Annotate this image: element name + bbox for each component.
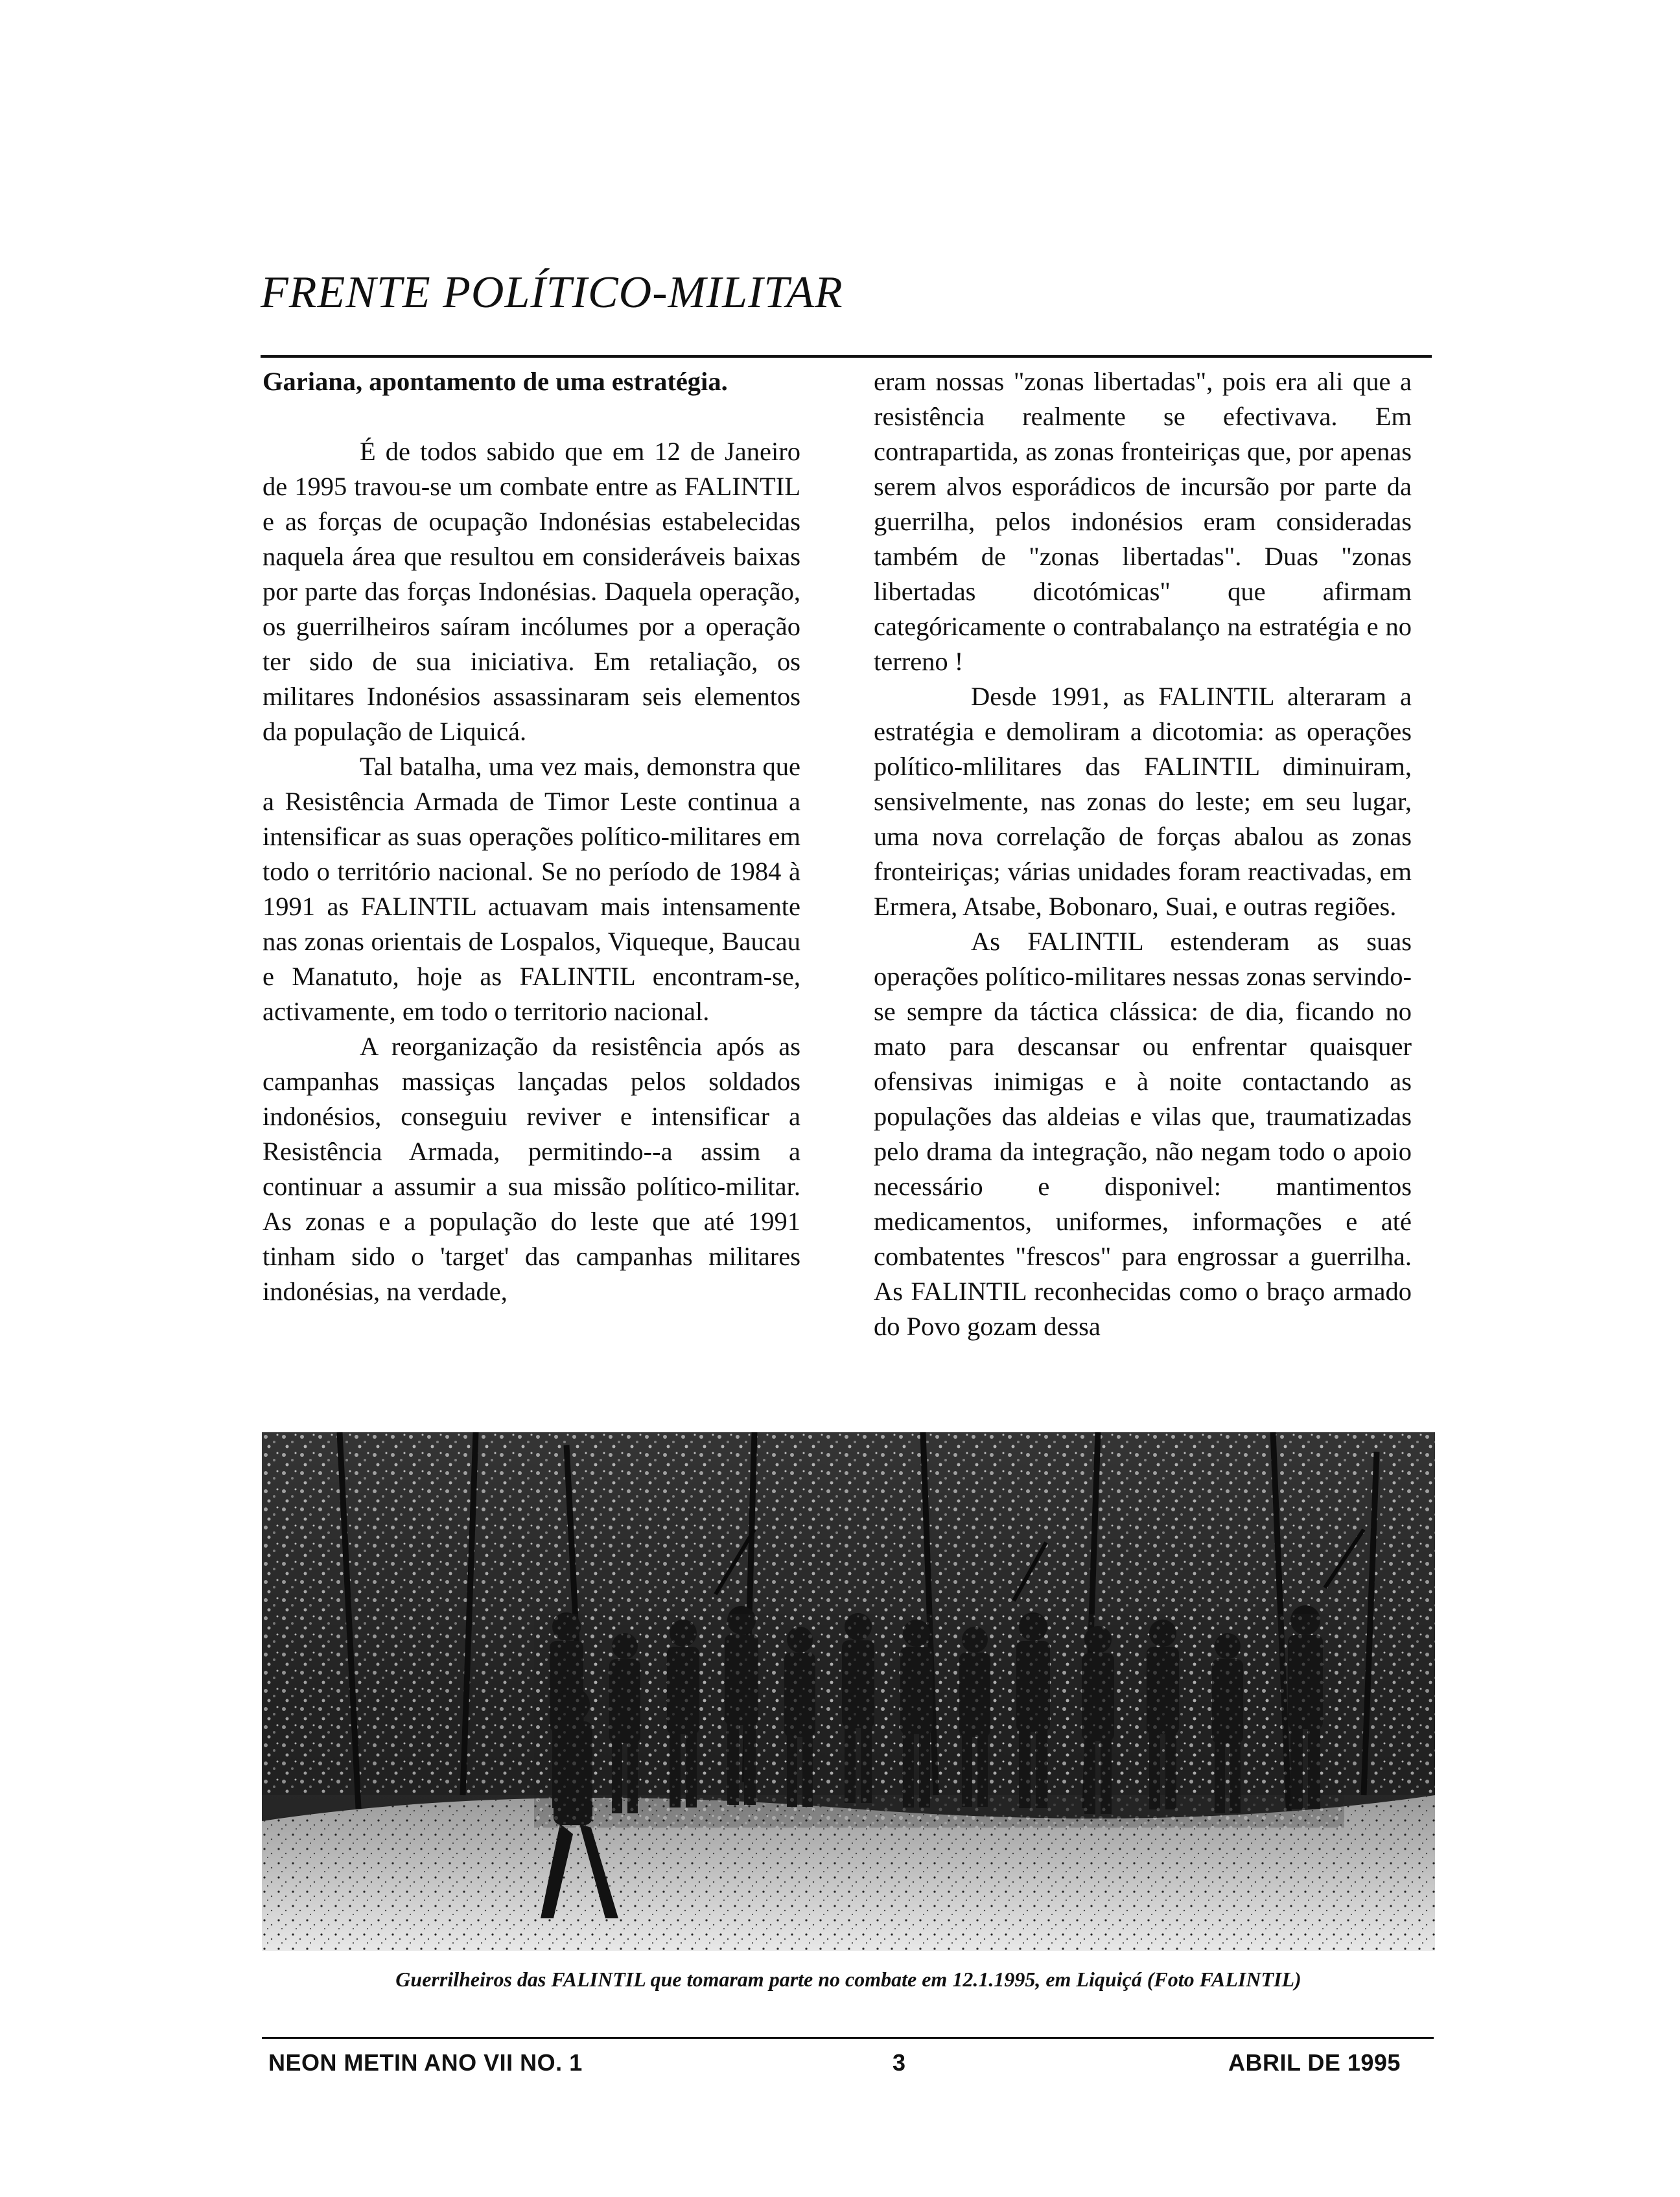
article-paragraph: Tal batalha, uma vez mais, demonstra que a Resistência Armada de Timor Leste continua a intensificar as suas operações político-militares em todo o território nacional. Se no período de 1984 à 1991 as FALINTIL actuavam mais intensamente nas zonas orientais de Lospalos, Viqueque, Baucau e Manatuto, hoje as FALINTIL encontram-se, activamente, em todo o territorio nacional.: [262, 752, 800, 1026]
article-paragraph: eram nossas "zonas libertadas", pois era ali que a resistência realmente se efectivava. Em contrapartida, as zonas fronteiriças que, por apenas serem alvos esporádicos de incursão por parte da guerrilha, pelos indonésios eram consideradas também de "zonas libertadas". Duas "zonas libertadas dicotómicas" que afirmam categóricamente o contrabalanço na estratégia e no terreno !: [874, 367, 1412, 676]
top-divider: [261, 355, 1432, 358]
article-column-right: [874, 364, 1412, 1344]
article-paragraph: É de todos sabido que em 12 de Janeiro de 1995 travou-se um combate entre as FALINTIL e as forças de ocupação Indonésias estabelecidas naquela área que resultou em consideráveis baixas por parte das forças Indonésias. Daquela operação, os guerrilheiros saíram incólumes por a operação ter sido de sua iniciativa. Em retaliação, os militares Indonésios assassinaram seis elementos da população de Liquicá.: [262, 437, 800, 746]
footer-date: ABRIL DE 1995: [1228, 2049, 1401, 2076]
guerrilla-photo: [262, 1432, 1435, 1951]
article-paragraph: As FALINTIL estenderam as suas operações político-militares nessas zonas servindo-se sempre da táctica clássica: de dia, ficando no mato para descansar ou enfrentar quaisquer ofensivas inimigas e à noite contactando as populações das aldeias e vilas que, traumatizadas pelo drama da integração, não negam todo o apoio necessário e disponivel: mantimentos medicamentos, uniformes, informações e até combatentes "frescos" para engrossar a guerrilha. As FALINTIL reconhecidas como o braço armado do Povo gozam dessa: [874, 927, 1412, 1341]
footer-publication: NEON METIN ANO VII NO. 1: [268, 2049, 583, 2076]
article-paragraph: A reorganização da resistência após as campanhas massiças lançadas pelos soldados indonésios, conseguiu reviver e intensificar a Resistência Armada, permitindo--a assim a continuar a assumir a sua missão político-militar. As zonas e a população do leste que até 1991 tinham sido o 'target' das campanhas militares indonésias, na verdade,: [262, 1032, 800, 1306]
bottom-divider: [262, 2037, 1434, 2039]
section-title: FRENTE POLÍTICO-MILITAR: [261, 268, 843, 318]
article-headline: Gariana, apontamento de uma estratégia.: [262, 367, 728, 396]
article-paragraph: Desde 1991, as FALINTIL alteraram a estratégia e demoliram a dicotomia: as operações político-mlilitares das FALINTIL diminuiram, sensivelmente, nas zonas do leste; em seu lugar, uma nova correlação de forças abalou as zonas fronteiriças; várias unidades foram reactivadas, em Ermera, Atsabe, Bobonaro, Suai, e outras regiões.: [874, 682, 1412, 921]
article-column-left: [262, 364, 800, 1309]
footer-page-number: 3: [892, 2049, 906, 2076]
photo-caption: Guerrilheiros das FALINTIL que tomaram parte no combate em 12.1.1995, em Liquiçá (Foto FALINTIL): [395, 1968, 1301, 1991]
